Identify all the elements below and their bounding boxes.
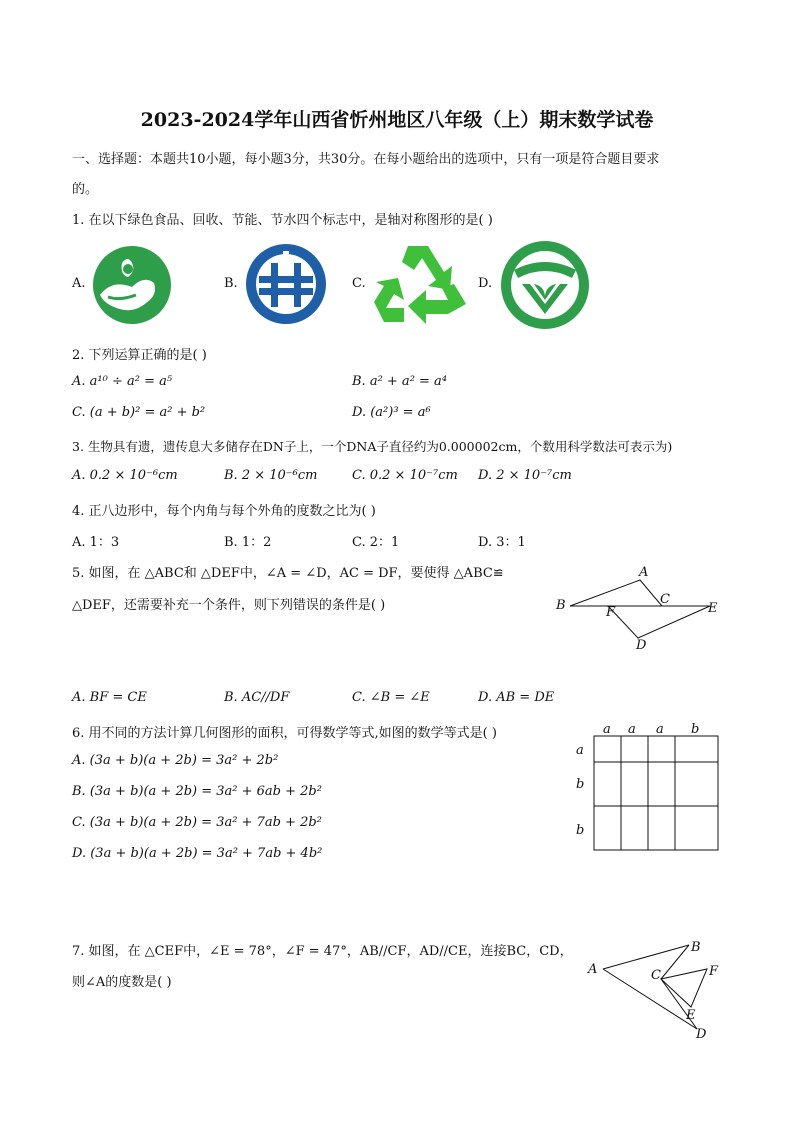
paper-title: 2023-2024学年山西省忻州地区八年级（上）期末数学试卷 (140, 109, 654, 131)
q3-option-c: C. 0.2 × 10⁻⁷cm (352, 468, 458, 483)
q7-label-c: C (651, 968, 661, 983)
q4-option-d: D. 3：1 (478, 535, 526, 550)
q5-option-b: B. AC//DF (224, 690, 290, 705)
q2-option-a: A. a¹⁰ ÷ a² = a⁵ (72, 374, 173, 389)
q7-label-f: F (709, 964, 719, 979)
q5-label-a: A (639, 565, 649, 580)
q6-top-label-2: a (628, 722, 636, 737)
q6-option-b: B. (3a + b)(a + 2b) = 3a² + 6ab + 2b² (72, 784, 322, 799)
q4-stem: 4. 正八边形中，每个内角与每个外角的度数之比为( ) (72, 504, 376, 519)
q2-option-c: C. (a + b)² = a² + b² (72, 405, 206, 420)
q7-label-d: D (696, 1027, 707, 1042)
q6-side-label-2: b (576, 777, 585, 792)
q6-option-c: C. (3a + b)(a + 2b) = 3a² + 7ab + 2b² (72, 815, 322, 830)
q4-option-a: A. 1：3 (72, 535, 120, 550)
q5-option-c: C. ∠B = ∠E (352, 690, 430, 705)
q4-option-b: B. 1：2 (224, 535, 272, 550)
q5-option-a: A. BF = CE (72, 690, 147, 705)
q5-stem-line2: △DEF，还需要补充一个条件，则下列错误的条件是( ) (72, 598, 386, 613)
q1-option-a-label: A. (72, 276, 86, 291)
q5-label-d: D (636, 638, 647, 653)
q7-stem-line1: 7. 如图，在 △CEF中，∠E = 78°，∠F = 47°，AB//CF，AD//CE，连接BC，CD， (72, 944, 573, 959)
q7-label-b: B (691, 940, 701, 955)
green-food-logo-icon (92, 245, 172, 325)
q2-stem: 2. 下列运算正确的是( ) (72, 348, 207, 363)
q6-top-label-3: a (656, 722, 664, 737)
q7-triangle-figure (585, 935, 730, 1045)
q1-option-b-label: B. (224, 276, 238, 291)
q2-option-d: D. (a²)³ = a⁶ (352, 405, 431, 420)
q6-area-grid-figure (570, 720, 730, 855)
q5-stem-line1: 5. 如图，在 △ABC和 △DEF中，∠A = ∠D，AC = DF，要使得 △ABC≌ (72, 566, 504, 581)
q6-option-a: A. (3a + b)(a + 2b) = 3a² + 2b² (72, 753, 279, 768)
q6-side-label-3: b (576, 823, 585, 838)
q5-option-d: D. AB = DE (478, 690, 555, 705)
q6-side-label-1: a (576, 743, 584, 758)
section-heading-line1: 一、选择题：本题共10小题，每小题3分，共30分。在每小题给出的选项中，只有一项是符合题目要求 (72, 152, 660, 167)
q6-top-label-4: b (691, 722, 700, 737)
q4-option-c: C. 2：1 (352, 535, 400, 550)
q5-triangle-figure (550, 560, 730, 655)
recycle-logo-icon (245, 243, 327, 325)
q7-label-a: A (588, 962, 598, 977)
q6-stem: 6. 用不同的方法计算几何图形的面积，可得数学等式,如图的数学等式是( ) (72, 726, 497, 741)
energy-saving-logo-icon (370, 242, 470, 326)
q5-label-b: B (556, 598, 566, 613)
q6-top-label-1: a (603, 722, 611, 737)
q1-option-c-label: C. (352, 276, 366, 291)
q3-option-b: B. 2 × 10⁻⁶cm (224, 468, 318, 483)
q5-label-f: F (606, 605, 616, 620)
q3-option-a: A. 0.2 × 10⁻⁶cm (72, 468, 178, 483)
section-heading-line2: 的。 (72, 182, 99, 197)
q2-option-b: B. a² + a² = a⁴ (352, 374, 448, 389)
q6-option-d: D. (3a + b)(a + 2b) = 3a² + 7ab + 4b² (72, 846, 323, 861)
q7-stem-line2: 则∠A的度数是( ) (72, 975, 172, 990)
q3-stem: 3. 生物具有遗，遗传息大多储存在DN子上，一个DNA子直径约为0.000002cm，个数用科学数法可表示为) (72, 439, 673, 454)
q3-option-d: D. 2 × 10⁻⁷cm (478, 468, 572, 483)
q7-label-e: E (686, 1008, 696, 1023)
q5-label-e: E (708, 601, 718, 616)
q5-label-c: C (660, 592, 670, 607)
q1-option-d-label: D. (478, 276, 493, 291)
water-saving-logo-icon (500, 240, 590, 330)
q1-stem: 1. 在以下绿色食品、回收、节能、节水四个标志中，是轴对称图形的是( ) (72, 213, 493, 228)
